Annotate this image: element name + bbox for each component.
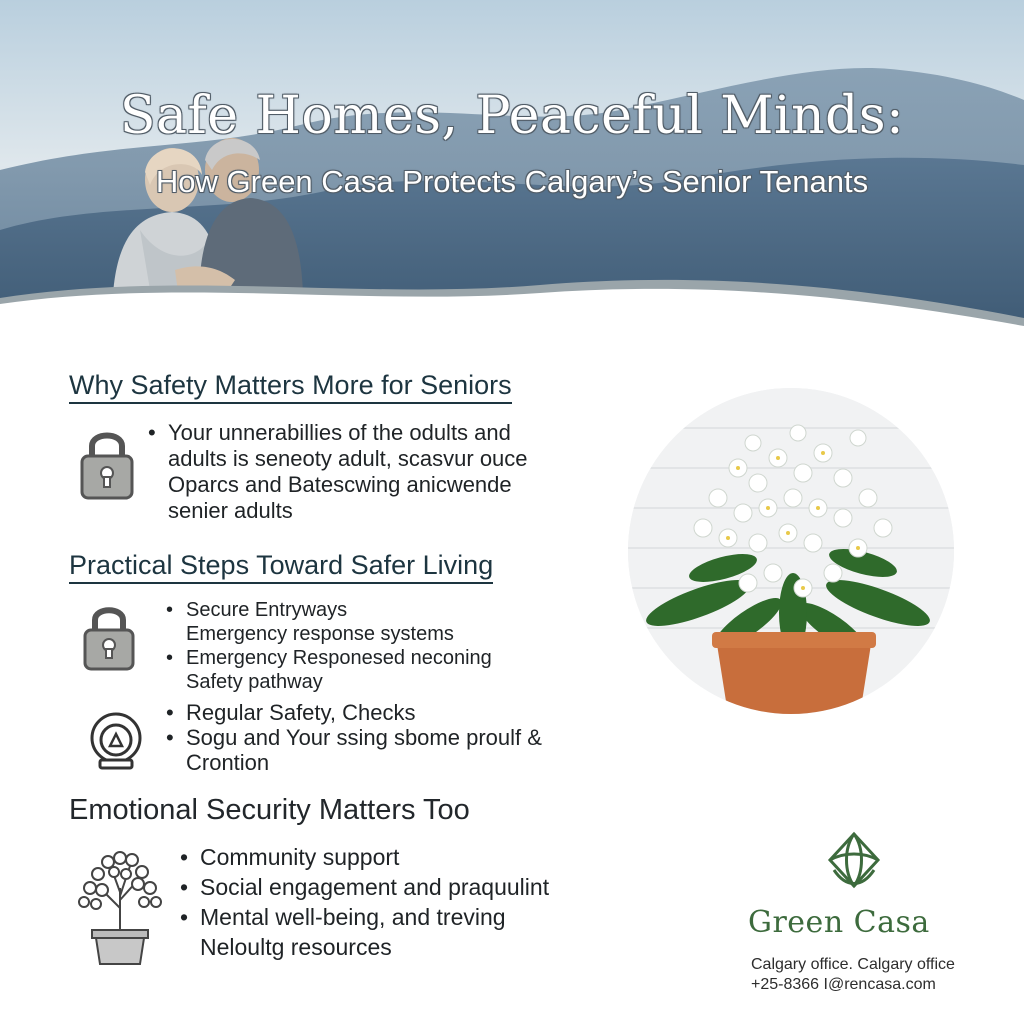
potted-tree-icon xyxy=(72,838,168,968)
list-item: • Mental well-being, and treving xyxy=(180,902,549,932)
hero-banner xyxy=(0,0,1024,330)
list-item: Emergency response systems xyxy=(186,623,454,645)
list-item: • Emergency Responesed neconing xyxy=(166,646,492,670)
list-item: • Your unnerabillies of the odults and xyxy=(148,420,528,446)
section-title-practical-steps: Practical Steps Toward Safer Living xyxy=(69,550,493,584)
office-text: Calgary office. Calgary office xyxy=(751,956,955,973)
list-item: senier adults xyxy=(168,498,293,523)
flower-plant-illustration xyxy=(628,388,954,714)
list-item: Safety pathway xyxy=(186,671,323,693)
practical-steps-bullet-list-b xyxy=(166,700,542,775)
contact-text: +25-8366 I@rencasa.com xyxy=(751,976,936,993)
why-safety-bullet-list xyxy=(148,420,528,524)
hero-title: Safe Homes, Peaceful Minds: xyxy=(119,86,905,146)
white-flower-plant-photo xyxy=(628,388,954,714)
padlock-icon xyxy=(82,600,136,672)
list-item: • Social engagement and praquulint xyxy=(180,872,549,902)
brand-name: Green Casa xyxy=(748,905,930,940)
hero-subtitle: How Green Casa Protects Calgary’s Senior Tenants xyxy=(155,164,869,199)
padlock-icon xyxy=(78,424,136,502)
emotional-security-bullet-list xyxy=(180,842,549,962)
list-item: adults is seneoty adult, scasvur ouce xyxy=(168,446,528,471)
green-casa-logo-icon xyxy=(822,830,886,896)
list-item: Neloultg resources xyxy=(200,934,392,960)
list-item: Oparcs and Batescwing anicwende xyxy=(168,472,512,497)
practical-steps-bullet-list-a xyxy=(166,598,492,694)
list-item: Crontion xyxy=(186,750,270,775)
list-item: • Regular Safety, Checks xyxy=(166,700,542,725)
list-item: • Sogu and Your ssing sbome proulf & xyxy=(166,725,542,750)
list-item: • Secure Entryways xyxy=(166,598,492,622)
alarm-bell-icon xyxy=(86,710,146,772)
section-title-emotional-security: Emotional Security Matters Too xyxy=(69,794,470,826)
list-item: • Community support xyxy=(180,842,549,872)
section-title-why-safety: Why Safety Matters More for Seniors xyxy=(69,370,512,404)
